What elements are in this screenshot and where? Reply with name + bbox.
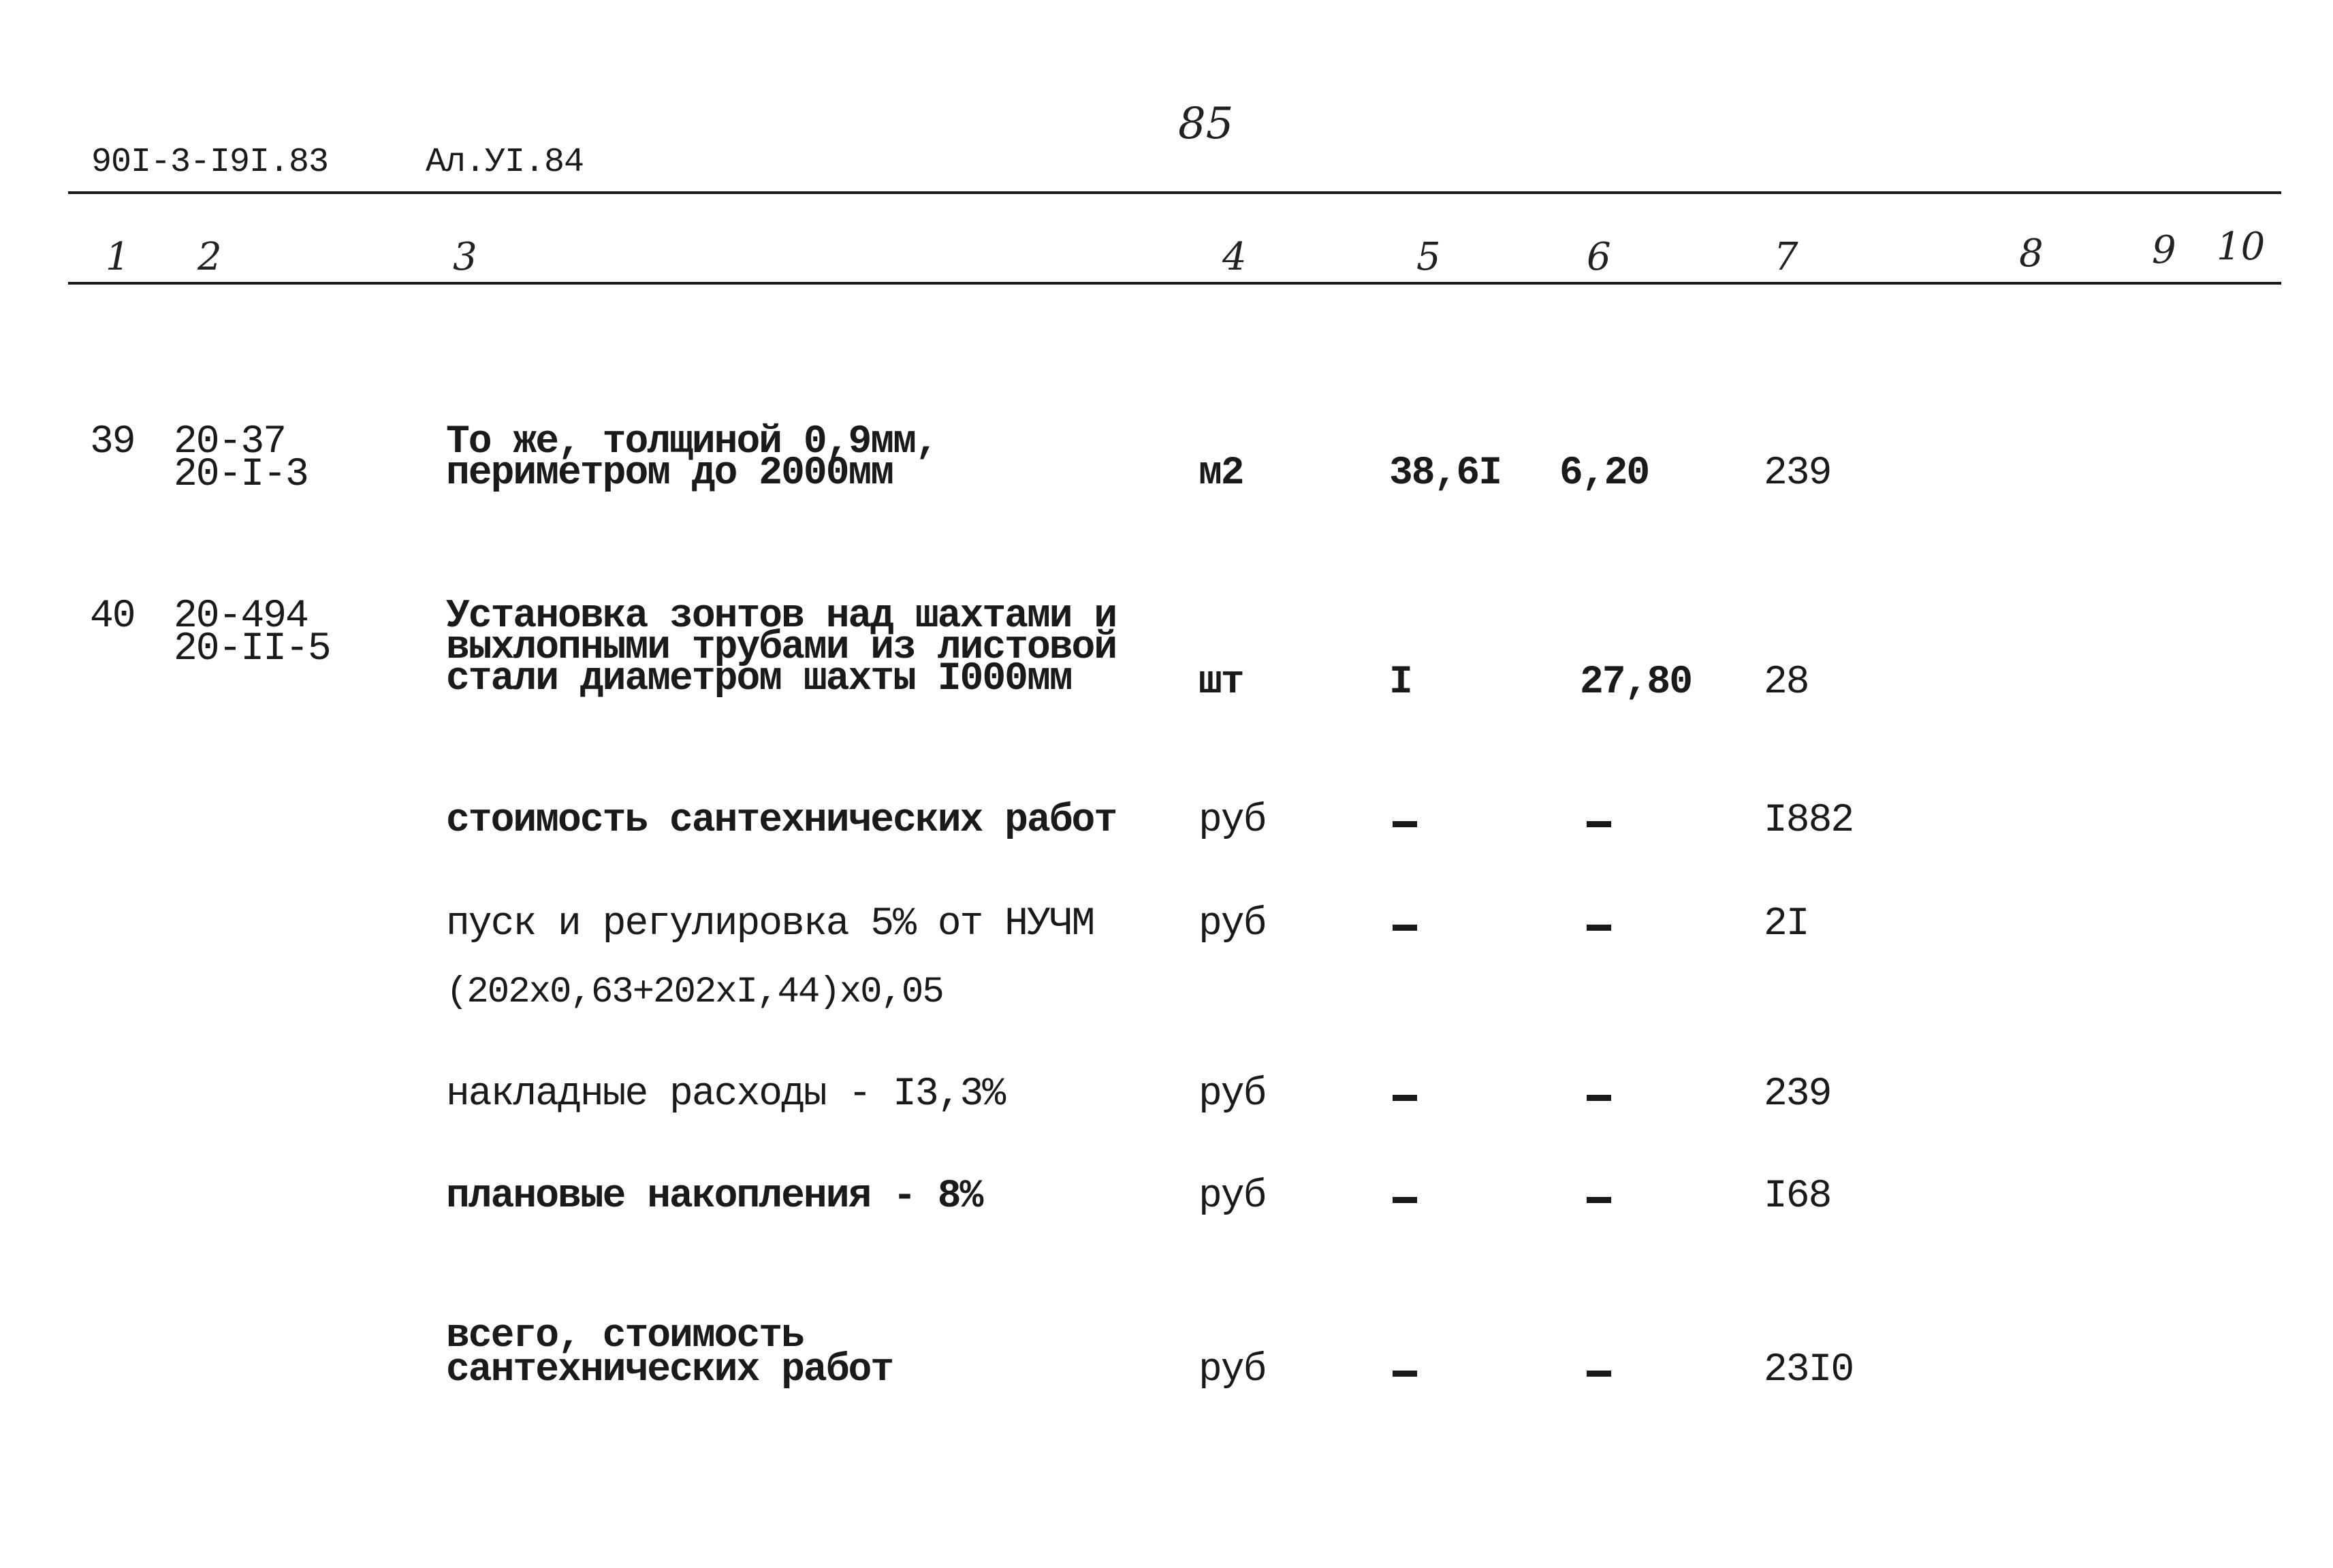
summary-qty-dash: [1393, 818, 1417, 831]
total-cost: 28: [1764, 660, 1809, 705]
summary-formula: (202х0,63+202хI,44)х0,05: [446, 972, 943, 1013]
description-line: выхлопными трубами из листовой: [446, 626, 1117, 670]
column-number: 10: [2217, 225, 2266, 269]
total-cost: 239: [1764, 451, 1831, 496]
quantity: 38,6I: [1389, 451, 1502, 496]
unit: шт: [1199, 660, 1243, 705]
description-line: То же, толщиной 0,9мм,: [446, 420, 938, 464]
summary-total: I882: [1764, 799, 1854, 843]
column-number: 8: [2019, 231, 2044, 276]
summary-total: 239: [1764, 1072, 1831, 1117]
column-number: 6: [1587, 235, 1611, 279]
grand-total-description: [446, 1314, 893, 1392]
rate-code: 20-37: [174, 420, 286, 464]
header-rule: [68, 191, 2281, 194]
description-line: периметром до 2000мм: [446, 451, 893, 496]
summary-description: стоимость сантехнических работ: [446, 799, 1117, 843]
rate-code: 20-494: [174, 594, 308, 639]
summary-price-dash: [1587, 1092, 1611, 1104]
work-description: [446, 420, 938, 496]
row-number: 40: [90, 594, 135, 639]
column-number: 4: [1222, 235, 1247, 279]
summary-price-dash: [1587, 818, 1611, 831]
summary-unit: руб: [1199, 1072, 1266, 1117]
summary-qty-dash: [1393, 922, 1417, 934]
summary-price-dash: [1587, 922, 1611, 934]
page-number: 85: [1178, 99, 1234, 149]
grand-total: 23I0: [1764, 1348, 1854, 1392]
summary-price-dash: [1587, 1368, 1611, 1380]
row-number: 39: [90, 420, 135, 464]
column-number: 5: [1416, 235, 1441, 279]
column-number: 1: [106, 235, 130, 279]
summary-qty-dash: [1393, 1092, 1417, 1104]
summary-total: I68: [1764, 1174, 1831, 1219]
summary-unit: руб: [1199, 902, 1266, 946]
description-line: сантехнических работ: [446, 1348, 893, 1392]
column-number: 2: [197, 235, 222, 279]
description-line: Установка зонтов над шахтами и: [446, 594, 1117, 639]
rate-codes: [174, 594, 330, 671]
unit-price: 6,20: [1559, 451, 1649, 496]
rate-code: 20-I-3: [174, 453, 308, 497]
summary-description: плановые накопления - 8%: [446, 1174, 983, 1219]
description-line: стали диаметром шахты I000мм: [446, 657, 1072, 701]
summary-unit: руб: [1199, 799, 1266, 843]
work-description: [446, 594, 1117, 701]
summary-price-dash: [1587, 1194, 1611, 1206]
summary-unit: руб: [1199, 1174, 1266, 1219]
sheet-number: Ал.УI.84: [426, 143, 584, 182]
summary-qty-dash: [1393, 1368, 1417, 1380]
description-line: всего, стоимость: [446, 1314, 804, 1358]
quantity: I: [1389, 660, 1412, 705]
column-header-rule: [68, 282, 2281, 285]
column-number: 3: [453, 235, 477, 279]
summary-unit: руб: [1199, 1348, 1266, 1392]
rate-codes: [174, 420, 308, 497]
summary-description: накладные расходы - I3,3%: [446, 1072, 1005, 1117]
summary-description: пуск и регулировка 5% от НУЧМ: [446, 902, 1094, 946]
summary-qty-dash: [1393, 1194, 1417, 1206]
unit: м2: [1199, 451, 1243, 496]
column-number: 9: [2152, 228, 2176, 272]
column-number: 7: [1774, 235, 1798, 279]
summary-total: 2I: [1764, 902, 1809, 946]
unit-price: 27,80: [1580, 660, 1692, 705]
document-code: 90I-3-I9I.83: [91, 143, 329, 182]
rate-code: 20-II-5: [174, 627, 330, 671]
